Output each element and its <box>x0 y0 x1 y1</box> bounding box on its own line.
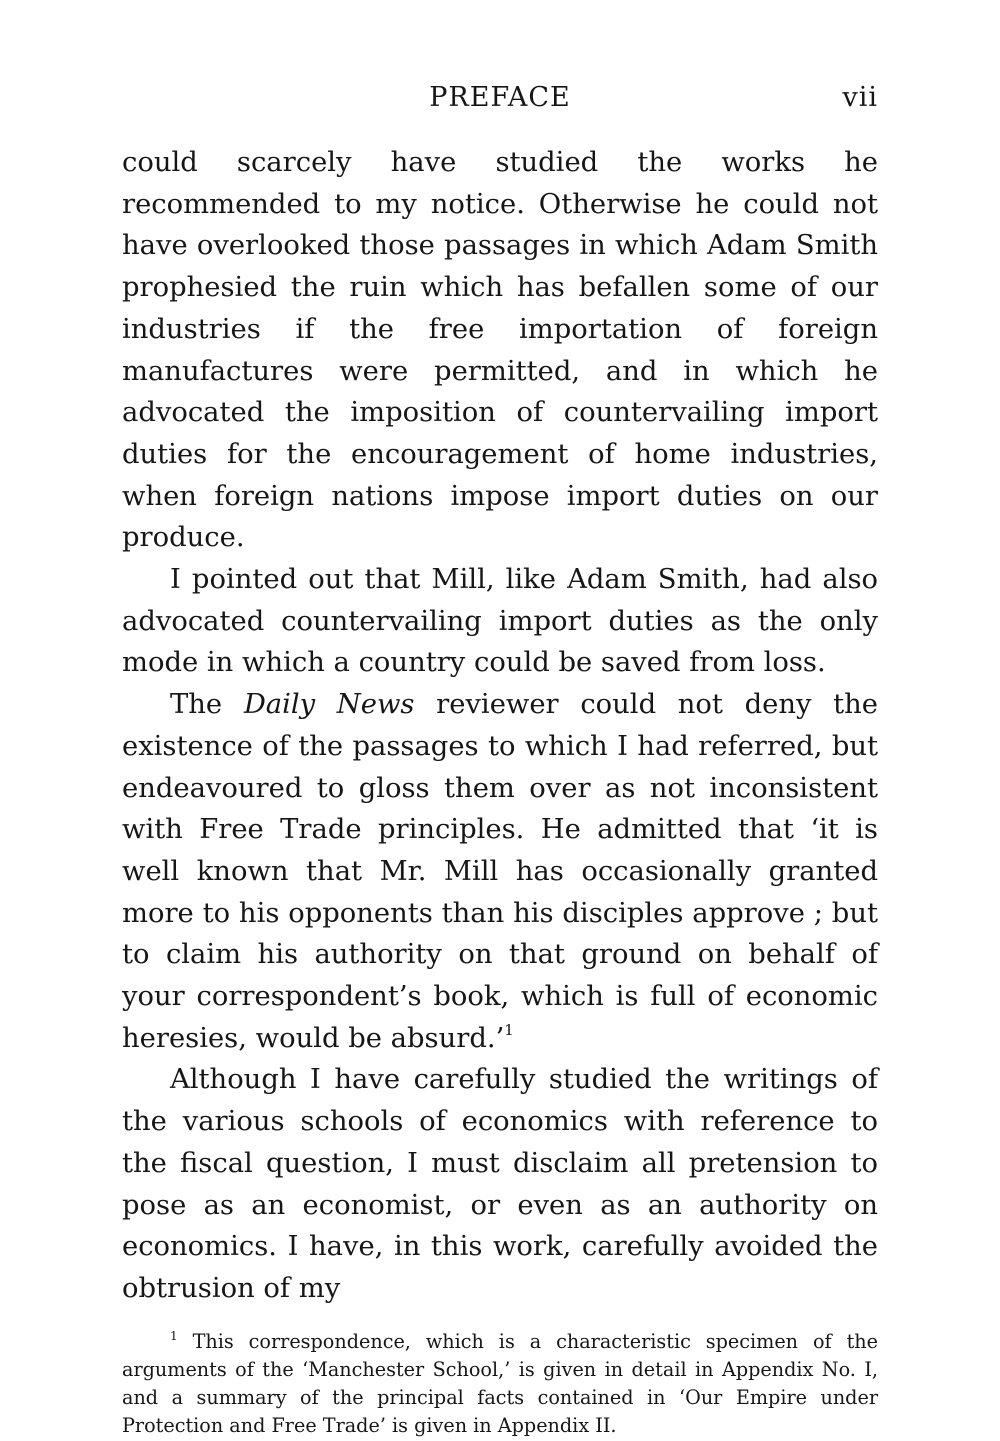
daily-news-title: Daily News <box>243 689 415 721</box>
running-head-title: PREFACE <box>429 82 571 113</box>
paragraph-daily-news <box>122 684 878 1059</box>
footnote-reference[interactable]: 1 <box>504 1020 514 1039</box>
running-head <box>122 80 878 122</box>
body-text <box>122 142 878 1310</box>
footnote-text: This correspondence, which is a characteristic specimen of the arguments of the ‘Manchester School,’ is given in detail in Appendix No. I, and a summary of the principal facts contained in ‘Our Empire under Protection and Free Trade’ is given in Appendix II. <box>122 1329 878 1438</box>
footnotes <box>122 1328 878 1441</box>
paragraph-daily-news-body: reviewer could not deny the existence of the passages to which I had referred, but endeavoured to gloss them over as not inconsistent with Free Trade principles. He admitted that ‘it is well known that Mr. Mill has occasionally granted more to his opponents than his disciples approve ; but to claim his authority on that ground on behalf of your correspondent’s book, which is full of economic heresies, would be absurd.’ <box>122 689 879 1054</box>
paragraph-continuation: could scarcely have studied the works he recommended to my notice. Otherwise he could not have overlooked those passages in which Adam Smith prophesied the ruin which has befallen some of our industries if the free importation of foreign manufactures were permitted, and in which he advocated the imposition of countervailing import duties for the encouragement of home industries, when foreign nations impose import duties on our produce. <box>122 147 878 554</box>
footnote-marker: 1 <box>170 1328 178 1343</box>
paragraph-mill: I pointed out that Mill, like Adam Smith, had also advocated countervailing import duties as the only mode in which a country could be saved from loss. <box>122 564 878 679</box>
page-number: vii <box>842 82 878 113</box>
paragraph-daily-news-lead: The <box>170 689 244 721</box>
footnote-1 <box>122 1328 878 1441</box>
book-page <box>122 80 878 1441</box>
paragraph-disclaimer: Although I have carefully studied the writings of the various schools of economics with reference to the fiscal question, I must disclaim all pretension to pose as an economist, or even as an authority on economics. I have, in this work, carefully avoided the obtrusion of my <box>122 1064 878 1304</box>
